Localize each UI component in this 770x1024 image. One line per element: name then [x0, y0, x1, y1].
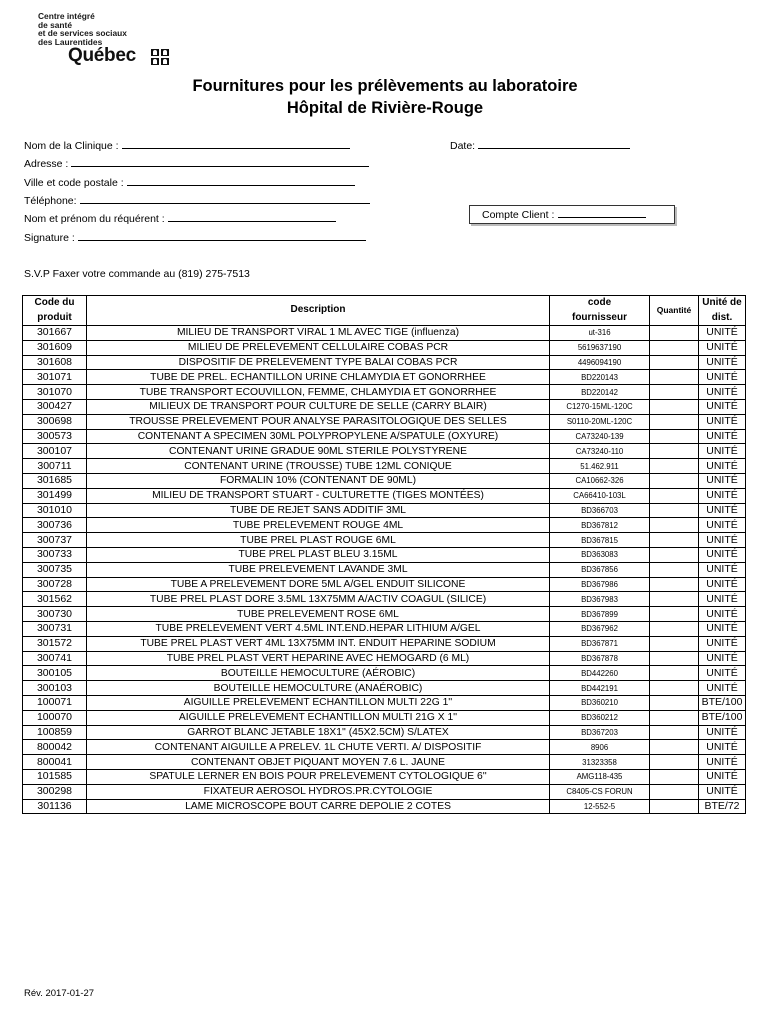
- header-text: Code du: [34, 297, 75, 308]
- supplier-code-cell: BD442191: [550, 681, 650, 696]
- distribution-unit-cell: UNITÉ: [699, 414, 746, 429]
- logo-line: et de services sociaux: [38, 28, 127, 39]
- table-row: [23, 547, 746, 562]
- quantity-input-cell[interactable]: [650, 725, 699, 740]
- header-description: Description: [87, 296, 550, 326]
- table-row: [23, 414, 746, 429]
- supplier-code-cell: BD366703: [550, 503, 650, 518]
- distribution-unit-cell: UNITÉ: [699, 769, 746, 784]
- requester-field[interactable]: [24, 212, 336, 225]
- product-code-cell: 300298: [23, 784, 87, 799]
- address-field[interactable]: [24, 157, 369, 170]
- distribution-unit-cell: UNITÉ: [699, 444, 746, 459]
- quantity-input-cell[interactable]: [650, 459, 699, 474]
- description-cell: TUBE PRELEVEMENT ROUGE 4ML: [87, 518, 550, 533]
- city-postal-label: Ville et code postale :: [24, 177, 124, 189]
- supplier-code-cell: BD360210: [550, 695, 650, 710]
- logo-text: [38, 12, 127, 46]
- supplier-code-cell: BD367878: [550, 651, 650, 666]
- client-account-line[interactable]: [558, 207, 646, 218]
- product-code-cell: 300728: [23, 577, 87, 592]
- quantity-input-cell[interactable]: [650, 666, 699, 681]
- quantity-input-cell[interactable]: [650, 592, 699, 607]
- distribution-unit-cell: BTE/100: [699, 710, 746, 725]
- description-cell: GARROT BLANC JETABLE 18X1'' (45X2.5CM) S/LATEX: [87, 725, 550, 740]
- distribution-unit-cell: BTE/100: [699, 695, 746, 710]
- description-cell: TUBE TRANSPORT ECOUVILLON, FEMME, CHLAMYDIA ET GONORRHEE: [87, 385, 550, 400]
- table-row: [23, 355, 746, 370]
- product-code-cell: 100071: [23, 695, 87, 710]
- supplier-code-cell: CA66410-103L: [550, 488, 650, 503]
- distribution-unit-cell: UNITÉ: [699, 370, 746, 385]
- description-cell: MILIEU DE PRELEVEMENT CELLULAIRE COBAS PCR: [87, 340, 550, 355]
- phone-line[interactable]: [80, 194, 370, 204]
- description-cell: TUBE PREL PLAST ROUGE 6ML: [87, 533, 550, 548]
- product-code-cell: 300427: [23, 399, 87, 414]
- quantity-input-cell[interactable]: [650, 326, 699, 341]
- header-supplier-code: [550, 296, 650, 326]
- table-row: [23, 577, 746, 592]
- product-code-cell: 300103: [23, 681, 87, 696]
- table-row: [23, 784, 746, 799]
- table-row: [23, 636, 746, 651]
- supplier-code-cell: BD367983: [550, 592, 650, 607]
- supplier-code-cell: BD367871: [550, 636, 650, 651]
- supplier-code-cell: 12-552-5: [550, 799, 650, 814]
- requester-label: Nom et prénom du réquérent :: [24, 213, 165, 225]
- clinic-name-field[interactable]: [24, 139, 350, 152]
- supplier-code-cell: ut-316: [550, 326, 650, 341]
- distribution-unit-cell: UNITÉ: [699, 577, 746, 592]
- header-product-code: [23, 296, 87, 326]
- quantity-input-cell[interactable]: [650, 503, 699, 518]
- table-header-row: [23, 296, 746, 326]
- logo-line: Centre intégré: [38, 11, 95, 21]
- table-row: [23, 681, 746, 696]
- cisss-quebec-logo: [38, 12, 198, 66]
- distribution-unit-cell: UNITÉ: [699, 503, 746, 518]
- city-postal-field[interactable]: [24, 176, 355, 189]
- quantity-input-cell[interactable]: [650, 473, 699, 488]
- quantity-input-cell[interactable]: [650, 444, 699, 459]
- description-cell: TUBE PREL PLAST VERT HEPARINE AVEC HEMOGARD (6 ML): [87, 651, 550, 666]
- product-code-cell: 301562: [23, 592, 87, 607]
- quantity-input-cell[interactable]: [650, 651, 699, 666]
- distribution-unit-cell: UNITÉ: [699, 740, 746, 755]
- requester-line[interactable]: [168, 212, 336, 222]
- supplier-code-cell: BD367815: [550, 533, 650, 548]
- description-cell: BOUTEILLE HEMOCULTURE (AÉROBIC): [87, 666, 550, 681]
- description-cell: TUBE PRELEVEMENT VERT 4.5ML INT.END.HEPAR LITHIUM A/GEL: [87, 621, 550, 636]
- table-row: [23, 725, 746, 740]
- distribution-unit-cell: UNITÉ: [699, 518, 746, 533]
- product-code-cell: 300711: [23, 459, 87, 474]
- table-row: [23, 740, 746, 755]
- description-cell: CONTENANT URINE (TROUSSE) TUBE 12ML CONIQUE: [87, 459, 550, 474]
- table-row: [23, 399, 746, 414]
- supplier-code-cell: BD220142: [550, 385, 650, 400]
- description-cell: TUBE PRELEVEMENT LAVANDE 3ML: [87, 562, 550, 577]
- quantity-input-cell[interactable]: [650, 429, 699, 444]
- description-cell: TUBE PREL PLAST VERT 4ML 13X75MM INT. ENDUIT HEPARINE SODIUM: [87, 636, 550, 651]
- distribution-unit-cell: UNITÉ: [699, 621, 746, 636]
- table-row: [23, 621, 746, 636]
- supplier-code-cell: CA73240-110: [550, 444, 650, 459]
- distribution-unit-cell: UNITÉ: [699, 755, 746, 770]
- table-row: [23, 340, 746, 355]
- product-code-cell: 300731: [23, 621, 87, 636]
- quantity-input-cell[interactable]: [650, 370, 699, 385]
- quantity-input-cell[interactable]: [650, 769, 699, 784]
- signature-line[interactable]: [78, 231, 366, 241]
- quantity-input-cell[interactable]: [650, 636, 699, 651]
- quantity-input-cell[interactable]: [650, 518, 699, 533]
- table-row: [23, 799, 746, 814]
- quantity-input-cell[interactable]: [650, 547, 699, 562]
- description-cell: FORMALIN 10% (CONTENANT DE 90ML): [87, 473, 550, 488]
- quantity-input-cell[interactable]: [650, 355, 699, 370]
- table-row: [23, 370, 746, 385]
- description-cell: SPATULE LERNER EN BOIS POUR PRELEVEMENT CYTOLOGIQUE 6'': [87, 769, 550, 784]
- distribution-unit-cell: UNITÉ: [699, 488, 746, 503]
- table-row: [23, 444, 746, 459]
- supplier-code-cell: BD367812: [550, 518, 650, 533]
- distribution-unit-cell: UNITÉ: [699, 547, 746, 562]
- supplier-code-cell: BD220143: [550, 370, 650, 385]
- product-code-cell: 101585: [23, 769, 87, 784]
- product-code-cell: 300741: [23, 651, 87, 666]
- product-code-cell: 301609: [23, 340, 87, 355]
- distribution-unit-cell: UNITÉ: [699, 326, 746, 341]
- description-cell: CONTENANT URINE GRADUE 90ML STERILE POLYSTYRENE: [87, 444, 550, 459]
- quantity-input-cell[interactable]: [650, 414, 699, 429]
- supplier-code-cell: BD360212: [550, 710, 650, 725]
- table-row: [23, 592, 746, 607]
- table-row: [23, 666, 746, 681]
- distribution-unit-cell: UNITÉ: [699, 592, 746, 607]
- supplier-code-cell: 51.462.911: [550, 459, 650, 474]
- description-cell: CONTENANT A SPECIMEN 30ML POLYPROPYLENE A/SPATULE (OXYURE): [87, 429, 550, 444]
- product-code-cell: 300698: [23, 414, 87, 429]
- product-code-cell: 800042: [23, 740, 87, 755]
- date-label: Date:: [450, 140, 476, 152]
- header-text: code: [587, 297, 612, 308]
- product-code-cell: 301667: [23, 326, 87, 341]
- quantity-input-cell[interactable]: [650, 385, 699, 400]
- header-text: produit: [37, 311, 72, 323]
- distribution-unit-cell: UNITÉ: [699, 681, 746, 696]
- description-cell: MILIEU DE TRANSPORT VIRAL 1 ML AVEC TIGE (influenza): [87, 326, 550, 341]
- supplier-code-cell: AMG118-435: [550, 769, 650, 784]
- product-code-cell: 300733: [23, 547, 87, 562]
- supplier-code-cell: CA10662-326: [550, 473, 650, 488]
- description-cell: MILIEUX DE TRANSPORT POUR CULTURE DE SELLE (CARRY BLAIR): [87, 399, 550, 414]
- description-cell: TUBE A PRELEVEMENT DORE 5ML A/GEL ENDUIT SILICONE: [87, 577, 550, 592]
- supplier-code-cell: 4496094190: [550, 355, 650, 370]
- quantity-input-cell[interactable]: [650, 399, 699, 414]
- supplies-table: [22, 295, 746, 814]
- supplier-code-cell: BD367856: [550, 562, 650, 577]
- product-code-cell: 301608: [23, 355, 87, 370]
- description-cell: TUBE PRELEVEMENT ROSE 6ML: [87, 607, 550, 622]
- quantity-input-cell[interactable]: [650, 533, 699, 548]
- quantity-input-cell[interactable]: [650, 710, 699, 725]
- supplier-code-cell: 8906: [550, 740, 650, 755]
- date-field[interactable]: [450, 139, 630, 152]
- description-cell: MILIEU DE TRANSPORT STUART - CULTURETTE (TIGES MONTÉES): [87, 488, 550, 503]
- quantity-input-cell[interactable]: [650, 755, 699, 770]
- table-row: [23, 607, 746, 622]
- table-row: [23, 562, 746, 577]
- supplier-code-cell: 31323358: [550, 755, 650, 770]
- quantity-input-cell[interactable]: [650, 695, 699, 710]
- product-code-cell: 301071: [23, 370, 87, 385]
- client-account-label: Compte Client :: [482, 209, 555, 221]
- supplier-code-cell: C1270-15ML-120C: [550, 399, 650, 414]
- signature-label: Signature :: [24, 232, 75, 244]
- city-postal-line[interactable]: [127, 176, 355, 186]
- description-cell: LAME MICROSCOPE BOUT CARRE DEPOLIE 2 COTES: [87, 799, 550, 814]
- address-label: Adresse :: [24, 158, 69, 170]
- description-cell: TUBE DE REJET SANS ADDITIF 3ML: [87, 503, 550, 518]
- table-row: [23, 326, 746, 341]
- distribution-unit-cell: UNITÉ: [699, 666, 746, 681]
- distribution-unit-cell: UNITÉ: [699, 533, 746, 548]
- product-code-cell: 301070: [23, 385, 87, 400]
- header-unit: [699, 296, 746, 326]
- supplier-code-cell: BD367962: [550, 621, 650, 636]
- product-code-cell: 800041: [23, 755, 87, 770]
- product-code-cell: 301010: [23, 503, 87, 518]
- client-account-box[interactable]: [469, 205, 675, 224]
- logo-line: de santé: [38, 19, 72, 30]
- header-text: fournisseur: [571, 311, 627, 323]
- product-code-cell: 300573: [23, 429, 87, 444]
- date-line[interactable]: [478, 139, 630, 149]
- supplier-code-cell: C8405-CS FORUN: [550, 784, 650, 799]
- fax-instruction: S.V.P Faxer votre commande au (819) 275-7513: [24, 268, 250, 280]
- description-cell: FIXATEUR AEROSOL HYDROS.PR.CYTOLOGIE: [87, 784, 550, 799]
- supplier-code-cell: BD367899: [550, 607, 650, 622]
- table-row: [23, 651, 746, 666]
- distribution-unit-cell: UNITÉ: [699, 784, 746, 799]
- description-cell: TUBE PREL PLAST BLEU 3.15ML: [87, 547, 550, 562]
- distribution-unit-cell: UNITÉ: [699, 636, 746, 651]
- description-cell: CONTENANT AIGUILLE A PRELEV. 1L CHUTE VERTI. A/ DISPOSITIF: [87, 740, 550, 755]
- quantity-input-cell[interactable]: [650, 784, 699, 799]
- product-code-cell: 300105: [23, 666, 87, 681]
- table-row: [23, 429, 746, 444]
- product-code-cell: 301685: [23, 473, 87, 488]
- quantity-input-cell[interactable]: [650, 799, 699, 814]
- table-row: [23, 755, 746, 770]
- quantity-input-cell[interactable]: [650, 621, 699, 636]
- header-quantity: Quantité: [650, 296, 699, 326]
- phone-label: Téléphone:: [24, 195, 77, 207]
- distribution-unit-cell: UNITÉ: [699, 355, 746, 370]
- supplier-code-cell: S0110-20ML-120C: [550, 414, 650, 429]
- distribution-unit-cell: UNITÉ: [699, 473, 746, 488]
- table-row: [23, 488, 746, 503]
- description-cell: DISPOSITIF DE PRELEVEMENT TYPE BALAI COBAS PCR: [87, 355, 550, 370]
- clinic-name-line[interactable]: [122, 139, 350, 149]
- supplier-code-cell: BD363083: [550, 547, 650, 562]
- product-code-cell: 301136: [23, 799, 87, 814]
- product-code-cell: 300737: [23, 533, 87, 548]
- distribution-unit-cell: UNITÉ: [699, 399, 746, 414]
- distribution-unit-cell: UNITÉ: [699, 562, 746, 577]
- revision-date: Rév. 2017-01-27: [24, 988, 95, 999]
- distribution-unit-cell: UNITÉ: [699, 459, 746, 474]
- table-row: [23, 518, 746, 533]
- page-title: Fournitures pour les prélèvements au laboratoire: [192, 77, 578, 95]
- logo-line: des Laurentides: [38, 36, 103, 47]
- quantity-input-cell[interactable]: [650, 681, 699, 696]
- quantity-input-cell[interactable]: [650, 488, 699, 503]
- product-code-cell: 300736: [23, 518, 87, 533]
- description-cell: BOUTEILLE HEMOCULTURE (ANAÉROBIC): [87, 681, 550, 696]
- distribution-unit-cell: UNITÉ: [699, 429, 746, 444]
- supplier-code-cell: BD367986: [550, 577, 650, 592]
- distribution-unit-cell: UNITÉ: [699, 385, 746, 400]
- product-code-cell: 100859: [23, 725, 87, 740]
- signature-field[interactable]: [24, 231, 366, 244]
- distribution-unit-cell: BTE/72: [699, 799, 746, 814]
- table-row: [23, 533, 746, 548]
- table-row: [23, 385, 746, 400]
- clinic-name-label: Nom de la Clinique :: [24, 140, 119, 152]
- description-cell: AIGUILLE PRELEVEMENT ECHANTILLON MULTI 22G 1'': [87, 695, 550, 710]
- table-row: [23, 710, 746, 725]
- table-row: [23, 503, 746, 518]
- table-row: [23, 473, 746, 488]
- supplier-code-cell: BD367203: [550, 725, 650, 740]
- product-code-cell: 301572: [23, 636, 87, 651]
- product-code-cell: 301499: [23, 488, 87, 503]
- product-code-cell: 300735: [23, 562, 87, 577]
- product-code-cell: 300107: [23, 444, 87, 459]
- description-cell: AIGUILLE PRELEVEMENT ECHANTILLON MULTI 21G X 1'': [87, 710, 550, 725]
- description-cell: TUBE DE PREL. ECHANTILLON URINE CHLAMYDIA ET GONORRHEE: [87, 370, 550, 385]
- header-text: Unité de: [702, 297, 742, 308]
- quantity-input-cell[interactable]: [650, 577, 699, 592]
- distribution-unit-cell: UNITÉ: [699, 725, 746, 740]
- supplier-code-cell: 5619637190: [550, 340, 650, 355]
- address-line[interactable]: [71, 157, 369, 167]
- quantity-input-cell[interactable]: [650, 740, 699, 755]
- quantity-input-cell[interactable]: [650, 340, 699, 355]
- table-row: [23, 769, 746, 784]
- header-text: dist.: [711, 311, 733, 323]
- distribution-unit-cell: UNITÉ: [699, 340, 746, 355]
- quantity-input-cell[interactable]: [650, 607, 699, 622]
- phone-field[interactable]: [24, 194, 370, 207]
- table-row: [23, 695, 746, 710]
- table-row: [23, 459, 746, 474]
- distribution-unit-cell: UNITÉ: [699, 651, 746, 666]
- page-subtitle: Hôpital de Rivière-Rouge: [286, 99, 484, 117]
- product-code-cell: 300730: [23, 607, 87, 622]
- distribution-unit-cell: UNITÉ: [699, 607, 746, 622]
- quantity-input-cell[interactable]: [650, 562, 699, 577]
- description-cell: TUBE PREL PLAST DORE 3.5ML 13X75MM A/ACTIV COAGUL (SILICE): [87, 592, 550, 607]
- supplier-code-cell: CA73240-139: [550, 429, 650, 444]
- description-cell: TROUSSE PRELEVEMENT POUR ANALYSE PARASITOLOGIQUE DES SELLES: [87, 414, 550, 429]
- supplier-code-cell: BD442260: [550, 666, 650, 681]
- logo-wordmark: Québec: [68, 45, 136, 66]
- product-code-cell: 100070: [23, 710, 87, 725]
- description-cell: CONTENANT OBJET PIQUANT MOYEN 7.6 L. JAUNE: [87, 755, 550, 770]
